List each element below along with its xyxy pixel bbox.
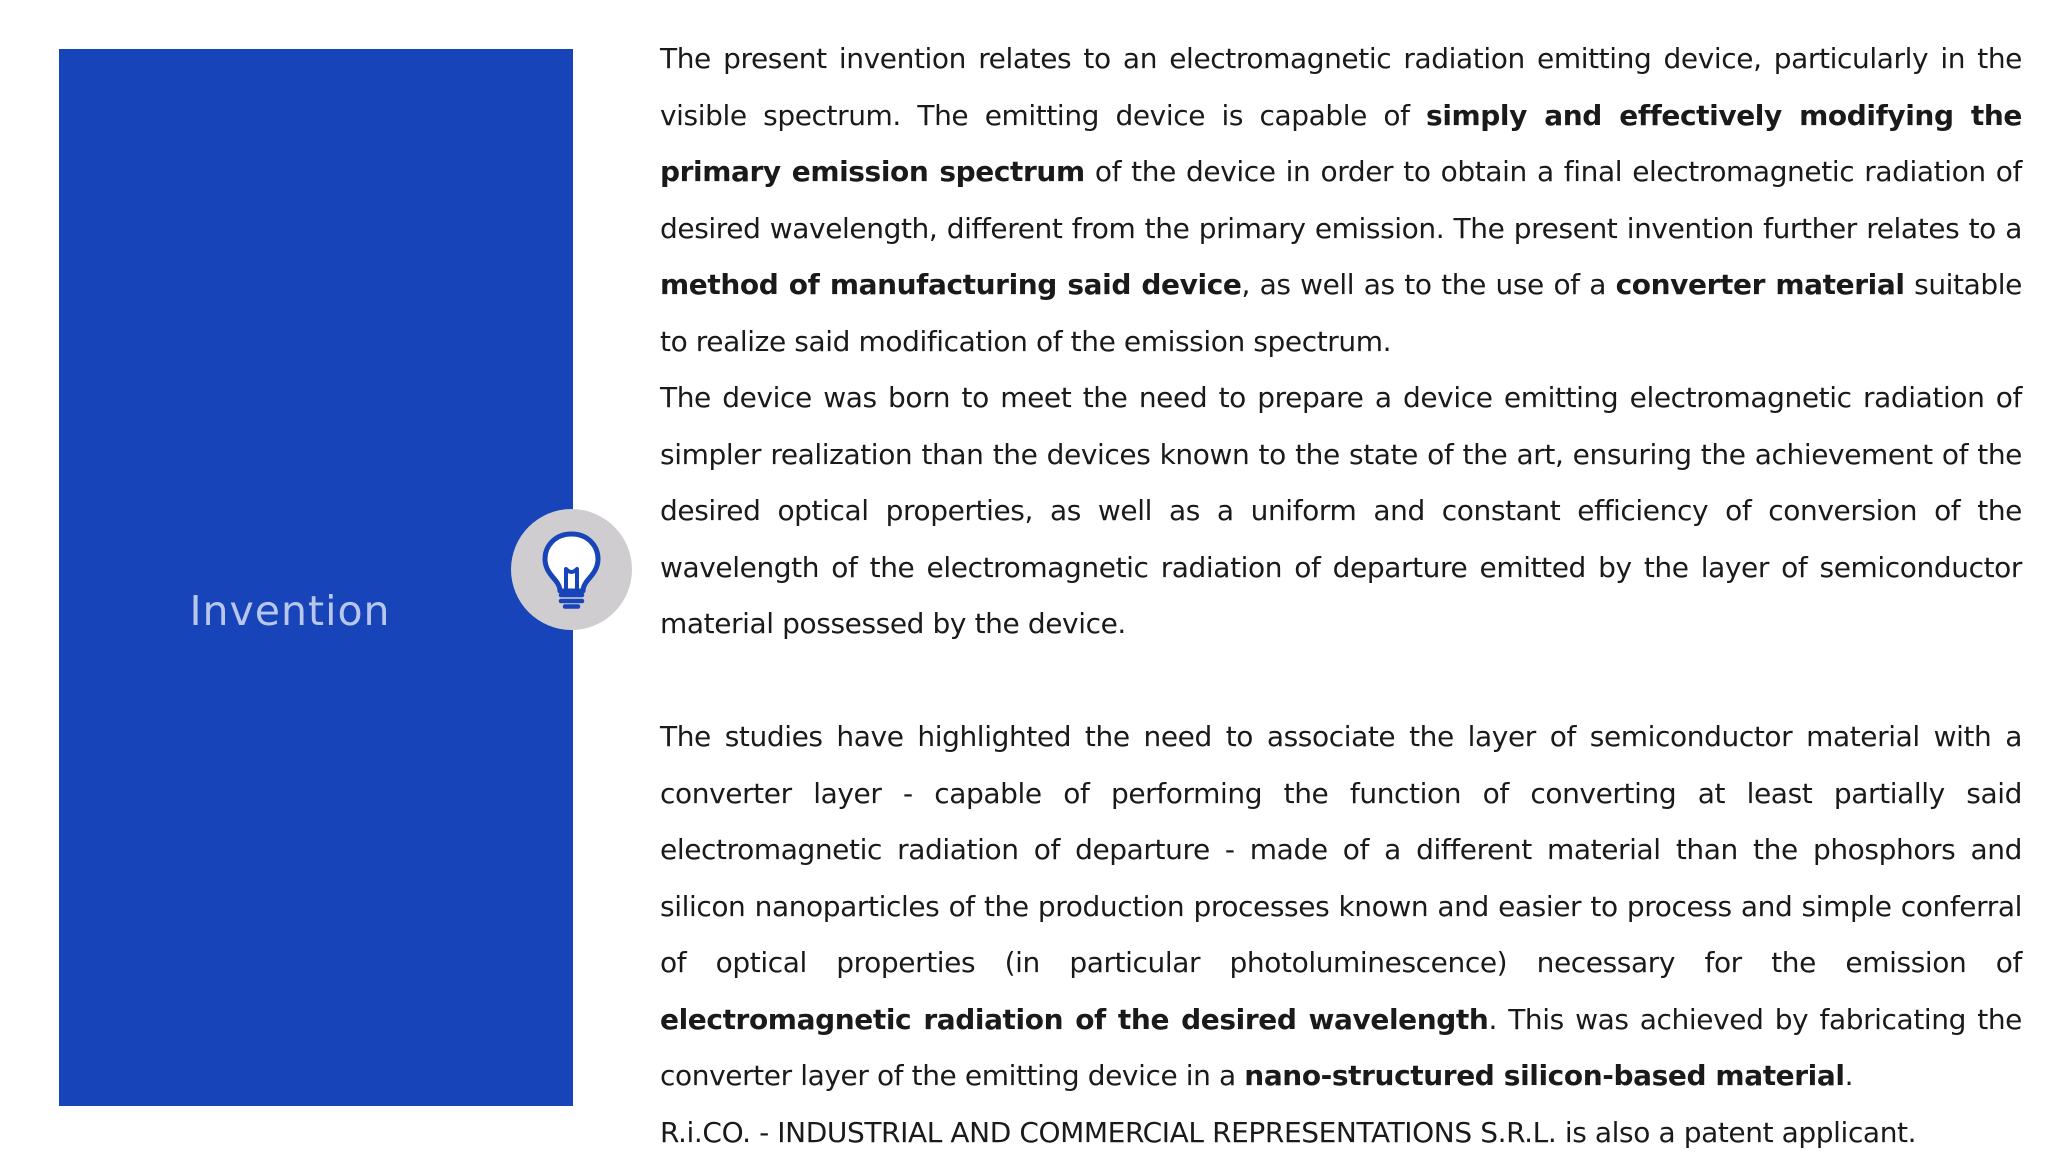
- text-run: The studies have highlighted the need to associate the layer of semiconductor material with a converter layer - capable of performing the function of converting at least partially said electromagnetic radiation of departure - made of a different material than the phosphors and silicon nanoparticles of the production processes known and easier to process and simple conferral of optical properties (in particular photoluminescence) necessary for the emission of: [660, 720, 2022, 979]
- lightbulb-badge: [511, 509, 632, 630]
- panel-title: Invention: [59, 587, 521, 635]
- paragraph: [660, 31, 2022, 370]
- bold-text-run: simply and effectively modifying the primary emission spectrum: [660, 99, 2022, 189]
- bold-text-run: electromagnetic radiation of the desired wavelength: [660, 1003, 1488, 1036]
- bold-text-run: nano-structured silicon-based material: [1244, 1059, 1844, 1092]
- paragraph-spacer: [660, 653, 2022, 710]
- invention-panel: [59, 49, 573, 1106]
- text-run: R.i.CO. - INDUSTRIAL AND COMMERCIAL REPRESENTATIONS S.R.L. is also a patent applicant.: [660, 1116, 1916, 1149]
- lightbulb-icon: [541, 531, 602, 609]
- text-run: The present invention relates to an electromagnetic radiation emitting device, particularly in the visible spectrum. The emitting device is capable of: [660, 42, 2022, 132]
- body-text: [660, 31, 2022, 1161]
- text-run: suitable to realize said modification of the emission spectrum.: [660, 268, 2022, 358]
- text-run: of the device in order to obtain a final electromagnetic radiation of desired wavelength, different from the primary emission. The present invention further relates to a: [660, 155, 2022, 245]
- paragraph: [660, 1105, 2022, 1161]
- bold-text-run: method of manufacturing said device: [660, 268, 1241, 301]
- text-run: , as well as to the use of a: [1241, 268, 1615, 301]
- paragraph: [660, 370, 2022, 653]
- text-run: . This was achieved by fabricating the converter layer of the emitting device in a: [660, 1003, 2022, 1093]
- paragraph: [660, 709, 2022, 1105]
- text-run: The device was born to meet the need to prepare a device emitting electromagnetic radiation of simpler realization than the devices known to the state of the art, ensuring the achievement of the desired optical properties, as well as a uniform and constant efficiency of conversion of the wavelength of the electromagnetic radiation of departure emitted by the layer of semiconductor material possessed by the device.: [660, 381, 2022, 640]
- bold-text-run: converter material: [1616, 268, 1905, 301]
- text-run: .: [1845, 1059, 1854, 1092]
